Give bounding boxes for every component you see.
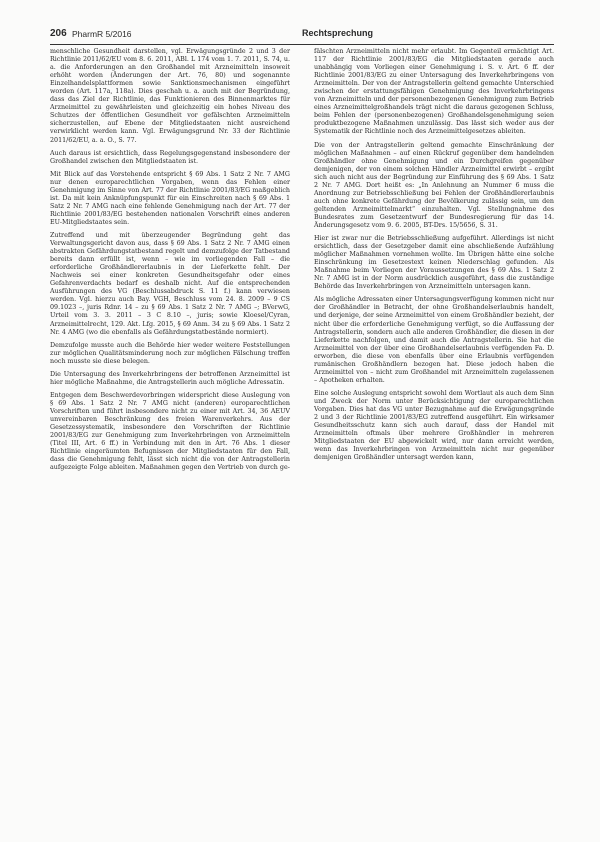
paragraph: Als mögliche Adressaten einer Untersagungsverfügung kommen nicht nur der Großhändler in Betracht, der ohne Großhandelserlaubnis handelt, und derjenige, der seine Arzneimittel von einem Großhändler bezieht, der nicht über die erforderliche Genehmigung verfügt, so die Auffassung der Antragstellerin, sondern auch alle anderen Großhändler, die diesen in der Lieferkette nachfolgen, und damit auch die Antragstellerin. Sie hat die Arzneimittel von der über eine Großhandelserlaubnis verfügenden Fa. D. erworben, die diese von ebenfalls über eine Erlaubnis verfügenden rumänischen Großhändlern bezogen hat. Diese jedoch haben die Arzneimittel von – nicht zum Großhandel mit Arzneimitteln zugelassenen – Apotheken erhalten.: [314, 296, 554, 384]
paragraph: Entgegen dem Beschwerdevorbringen widerspricht diese Auslegung von § 69 Abs. 1 Satz 2 Nr. 7 AMG nicht (anderen) europarechtlichen Vorschriften und führt insbesondere nicht zu einer mit Art. 34, 36 AEUV unvereinbaren Beschränkung des freien Warenverkehrs. Aus der Gesetzessystematik, insbesondere den Vorschriften der Richtlinie 2001/83/EG zur Genehmigung zum Inverkehrbringen von Arzneimitteln (Titel III, Art. 6 ff.) in Verbindung mit den in Art. 76 Abs. 1 dieser Richtlinie eingeräumten Befugnissen der Mitgliedstaaten für den Fall, dass die Genehmigung fehlt, lässt sich nicht die von der Antragstellerin aufgezeigte Folge ableiten. Maßnahmen gegen den Vertrieb von durch ge-: [50, 391, 290, 472]
journal-issue: PharmR 5/2016: [72, 29, 132, 39]
paragraph: Zutreffend und mit überzeugender Begründung geht das Verwaltungsgericht davon aus, dass § 69 Abs. 1 Satz 2 Nr. 7 AMG einen abstrakten Gefährdungstatbestand regelt und demzufolge der Tatbestand bereits dann erfüllt ist, wenn – wie im vorliegenden Fall – die erforderliche Großhändlererlaubnis in der Lieferkette fehlt. Der Nachweis sei einer konkreten Gesundheitsgefahr oder eines Gefahrenverdachts bedarf es deshalb nicht. Auf die entsprechenden Ausführungen des VG (Beschlussabdruck S. 11 f.) kann verwiesen werden. Vgl. hierzu auch Bay. VGH, Beschluss vom 24. 8. 2009 – 9 CS 09.1023 –, juris Rdnr. 14 – zu § 69 Abs. 1 Satz 2 Nr. 7 AMG –; BVerwG, Urteil vom 3. 3. 2011 – 3 C 8.10 –, juris; sowie Kloesel/Cyran, Arzneimittelrecht, 129. Akt. Lfg. 2015, § 69 Anm. 34 zu § 69 Abs. 1 Satz 2 Nr. 4 AMG (wo die ebenfalls als Gefährdungstatbestände normiert).: [50, 231, 290, 336]
paragraph: Die Untersagung des Inverkehrbringens der betroffenen Arzneimittel ist hier mögliche Maßnahme, die Antragstellerin auch mögliche Adressatin.: [50, 370, 290, 386]
paragraph: Hier ist zwar nur die Betriebsschließung aufgeführt. Allerdings ist nicht ersichtlich, dass der Gesetzgeber damit eine abschließende Aufzählung möglicher Maßnahmen vornehmen wollte. Im Übrigen hätte eine solche Einschränkung im Gesetzestext keinen Niederschlag gefunden. Als Maßnahme beim Vorliegen der Voraussetzungen des § 69 Abs. 1 Satz 2 Nr. 7 AMG ist in der Norm ausdrücklich ausgeführt, dass die zuständige Behörde das Inverkehrbringen von Arzneimitteln untersagen kann.: [314, 235, 554, 291]
left-column: [50, 48, 290, 477]
header-rule: [50, 44, 554, 45]
paragraph: Eine solche Auslegung entspricht sowohl dem Wortlaut als auch dem Sinn und Zweck der Norm unter Berücksichtigung der europarechtlichen Vorgaben. Dies hat das VG unter Bezugnahme auf die Erwägungsgründe 2 und 3 der Richtlinie 2001/83/EG zutreffend ausgeführt. Ein wirksamer Gesundheitsschutz kann sich auch darauf, dass der Handel mit Arzneimitteln oftmals über mehrere Großhändler in mehreren Mitgliedstaaten der EU abgewickelt wird, nur dann erreicht werden, wenn das Inverkehrbringen von Arzneimitteln nicht nur gegenüber demjenigen Großhändler untersagt werden kann,: [314, 389, 554, 462]
paragraph: menschliche Gesundheit darstellen, vgl. Erwägungsgründe 2 und 3 der Richtlinie 2011/62/EU vom 8. 6. 2011, ABl. L 174 vom 1. 7. 2011, S. 74, u. a. die Anforderungen an den Großhandel mit Arzneimitteln insoweit erhöht worden (Änderungen der Art. 76, 80) und sogenannte Einzelhandelsplattformen sowie Sanktionsmechanismen eingeführt worden (Art. 117a, 118a). Dies geschah u. a. auch mit der Begründung, dass das Ziel der Richtlinie, das Funktionieren des Binnenmarktes für Arzneimittel zu gewährleisten und gleichzeitig ein hohes Niveau des Schutzes der öffentlichen Gesundheit vor gefälschten Arzneimitteln sicherzustellen, auf Ebene der Mitgliedstaaten nicht ausreichend verwirklicht werden kann. Vgl. Erwägungsgrund Nr. 33 der Richtlinie 2011/62/EU, a. a. O., S. 77.: [50, 48, 290, 144]
paragraph: Auch daraus ist ersichtlich, dass Regelungsgegenstand insbesondere der Großhandel zwischen den Mitgliedstaaten ist.: [50, 149, 290, 165]
page-number: 206: [50, 28, 67, 39]
right-column: [314, 48, 554, 467]
section-title: Rechtsprechung: [302, 28, 374, 38]
page-header: [50, 28, 554, 44]
paragraph: Mit Blick auf das Vorstehende entspricht § 69 Abs. 1 Satz 2 Nr. 7 AMG nur denen europarechtlichen Vorgaben, wenn das Fehlen einer Genehmigung im Sinne von Art. 77 der Richtlinie 2001/83/EG maßgeblich ist. Da mit kein Anknüpfungspunkt für ein Einschreiten nach § 69 Abs. 1 Satz 2 Nr. 7 AMG nach eine fehlende Genehmigung nach der Art. 77 der Richtlinie 2001/83/EG bestehenden nationalen Vorschrift eines anderen EU-Mitgliedstaates sein.: [50, 170, 290, 226]
paragraph: Die von der Antragstellerin geltend gemachte Einschränkung der möglichen Maßnahmen – auf einen Rückruf gegenüber dem handelnden Großhändler ohne Genehmigung und ein Durchgreifen gegenüber demjenigen, der von einem solchen Händler Arzneimittel erwirbt – ergibt sich auch nicht aus der Begründung zur Einführung des § 69 Abs. 1 Satz 2 Nr. 7 AMG. Dort heißt es: „In Anlehnung an Nummer 6 muss die Anordnung zur Betriebsschließung bei Fehlen der Großhändlererlaubnis auch ohne konkrete Gefährdung der Bevölkerung zulässig sein, um den geltenden Arzneimittelmarkt“ einzuhalten. Vgl. Stellungnahme des Bundesrates zum Gesetzentwurf der Bundesregierung für das 14. Änderungsgesetz vom 9. 6. 2005, BT-Drs. 15/5656, S. 31.: [314, 141, 554, 229]
paragraph: Demzufolge musste auch die Behörde hier weder weitere Feststellungen zur möglichen Qualitätsminderung noch zur möglichen Fälschung treffen noch musste sie diese belegen.: [50, 341, 290, 365]
paragraph: fälschten Arzneimitteln nicht mehr erlaubt. Im Gegenteil ermächtigt Art. 117 der Richtlinie 2001/83/EG die Mitgliedstaaten gerade auch unabhängig vom Vorliegen einer Genehmigung i. S. v. Art. 6 ff. der Richtlinie 2001/83/EG zu einer Untersagung des Inverkehrbringens von Arzneimitteln. Der von der Antragstellerin geltend gemachte Unterschied zwischen der erstattungsfähigen Genehmigung des Inverkehrbringens von Arzneimitteln und der personenbezogenen Genehmigung zum Betrieb eines Arzneimittelgroßhandels trägt nicht die daraus gezogenen Schluss, beim Fehlen der (personenbezogenen) Großhandelsgenehmigung seien produktbezogene Maßnahmen unzulässig. Das lässt sich weder aus der Systematik der Richtlinie noch des Arzneimittelgesetzes ableiten.: [314, 48, 554, 136]
